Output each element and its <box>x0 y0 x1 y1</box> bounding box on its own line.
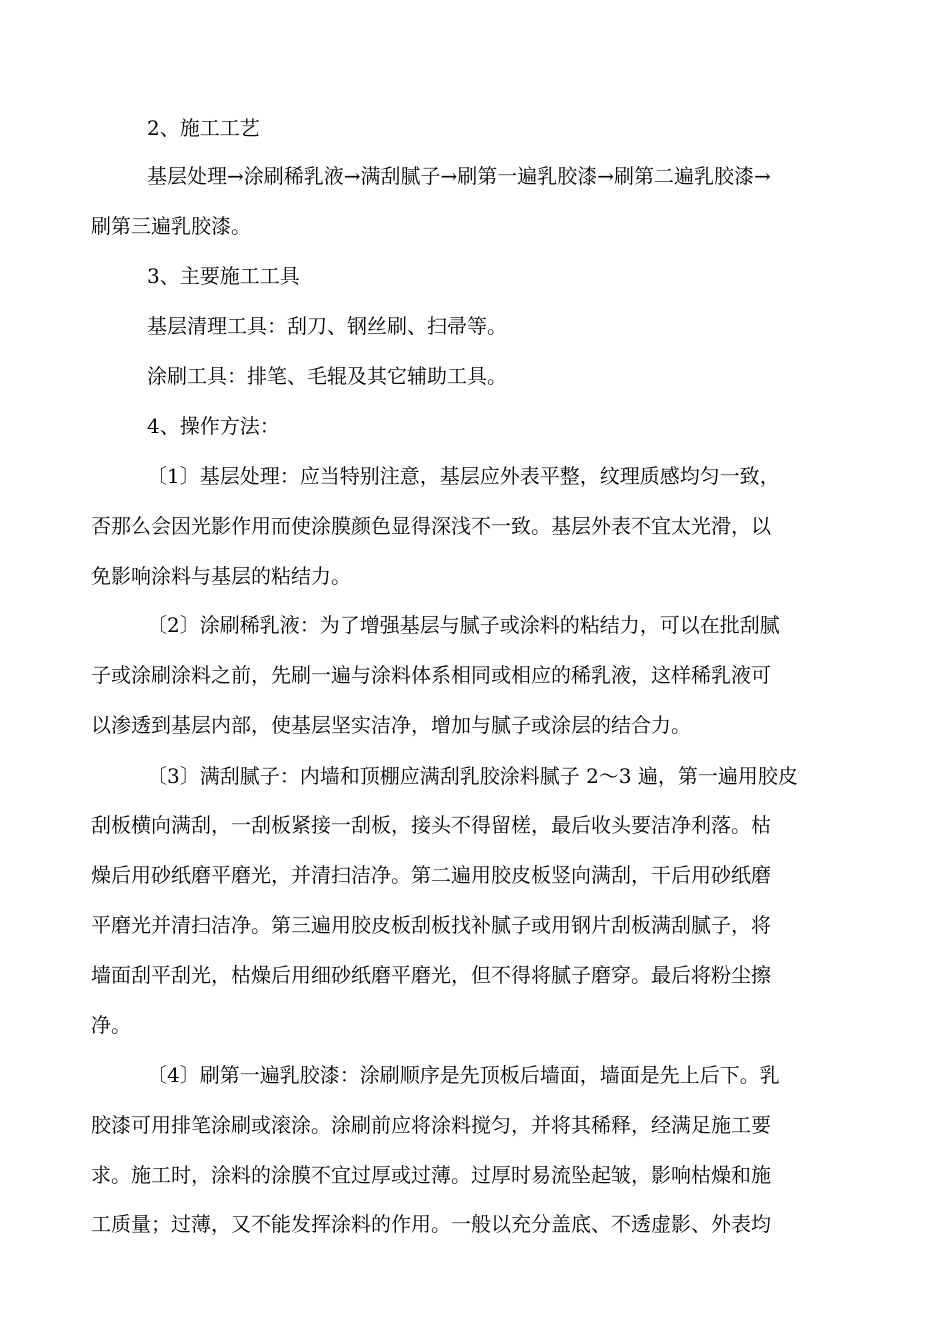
paragraph-line: 工质量；过薄，又不能发挥涂料的作用。一般以充分盖底、不透虚影、外表均 <box>91 1212 771 1236</box>
paragraph-line: 燥后用砂纸磨平磨光，并清扫洁净。第二遍用胶皮板竖向满刮，干后用砂纸磨 <box>91 863 771 887</box>
process-flow-line: 基层处理→涂刷稀乳液→满刮腻子→刷第一遍乳胶漆→刷第二遍乳胶漆→ <box>147 164 771 188</box>
paragraph-line: 〔4〕刷第一遍乳胶漆：涂刷顺序是先顶板后墙面，墙面是先上后下。乳 <box>147 1063 780 1087</box>
paragraph-line: 胶漆可用排笔涂刷或滚涂。涂刷前应将涂料搅匀，并将其稀释，经满足施工要 <box>91 1113 771 1137</box>
paragraph-line: 刮板横向满刮，一刮板紧接一刮板，接头不得留槎，最后收头要洁净利落。枯 <box>91 813 771 837</box>
paragraph-line: 以渗透到基层内部，使基层坚实洁净，增加与腻子或涂层的结合力。 <box>91 713 691 737</box>
paragraph-line: 〔2〕涂刷稀乳液：为了增强基层与腻子或涂料的粘结力，可以在批刮腻 <box>147 613 780 637</box>
tools-line: 涂刷工具：排笔、毛辊及其它辅助工具。 <box>147 364 507 388</box>
paragraph-line: 〔3〕满刮腻子：内墙和顶棚应满刮乳胶涂料腻子 2～3 遍，第一遍用胶皮 <box>147 764 798 788</box>
paragraph-line: 否那么会因光影作用而使涂膜颜色显得深浅不一致。基层外表不宜太光滑，以 <box>91 514 771 538</box>
paragraph-line: 净。 <box>91 1013 131 1037</box>
paragraph-line: 求。施工时，涂料的涂膜不宜过厚或过薄。过厚时易流坠起皱，影响枯燥和施 <box>91 1163 771 1187</box>
heading-construction-process: 2、施工工艺 <box>147 116 260 140</box>
heading-operation-method: 4、操作方法： <box>147 414 280 438</box>
paragraph-line: 免影响涂料与基层的粘结力。 <box>91 564 351 588</box>
process-flow-line: 刷第三遍乳胶漆。 <box>91 214 251 238</box>
paragraph-line: 〔1〕基层处理：应当特别注意，基层应外表平整，纹理质感均匀一致， <box>147 464 780 488</box>
paragraph-line: 子或涂刷涂料之前，先刷一遍与涂料体系相同或相应的稀乳液，这样稀乳液可 <box>91 663 771 687</box>
heading-main-tools: 3、主要施工工具 <box>147 264 300 288</box>
tools-line: 基层清理工具：刮刀、钢丝刷、扫帚等。 <box>147 314 507 338</box>
paragraph-line: 墙面刮平刮光，枯燥后用细砂纸磨平磨光，但不得将腻子磨穿。最后将粉尘擦 <box>91 963 771 987</box>
paragraph-line: 平磨光并清扫洁净。第三遍用胶皮板刮板找补腻子或用钢片刮板满刮腻子，将 <box>91 913 771 937</box>
